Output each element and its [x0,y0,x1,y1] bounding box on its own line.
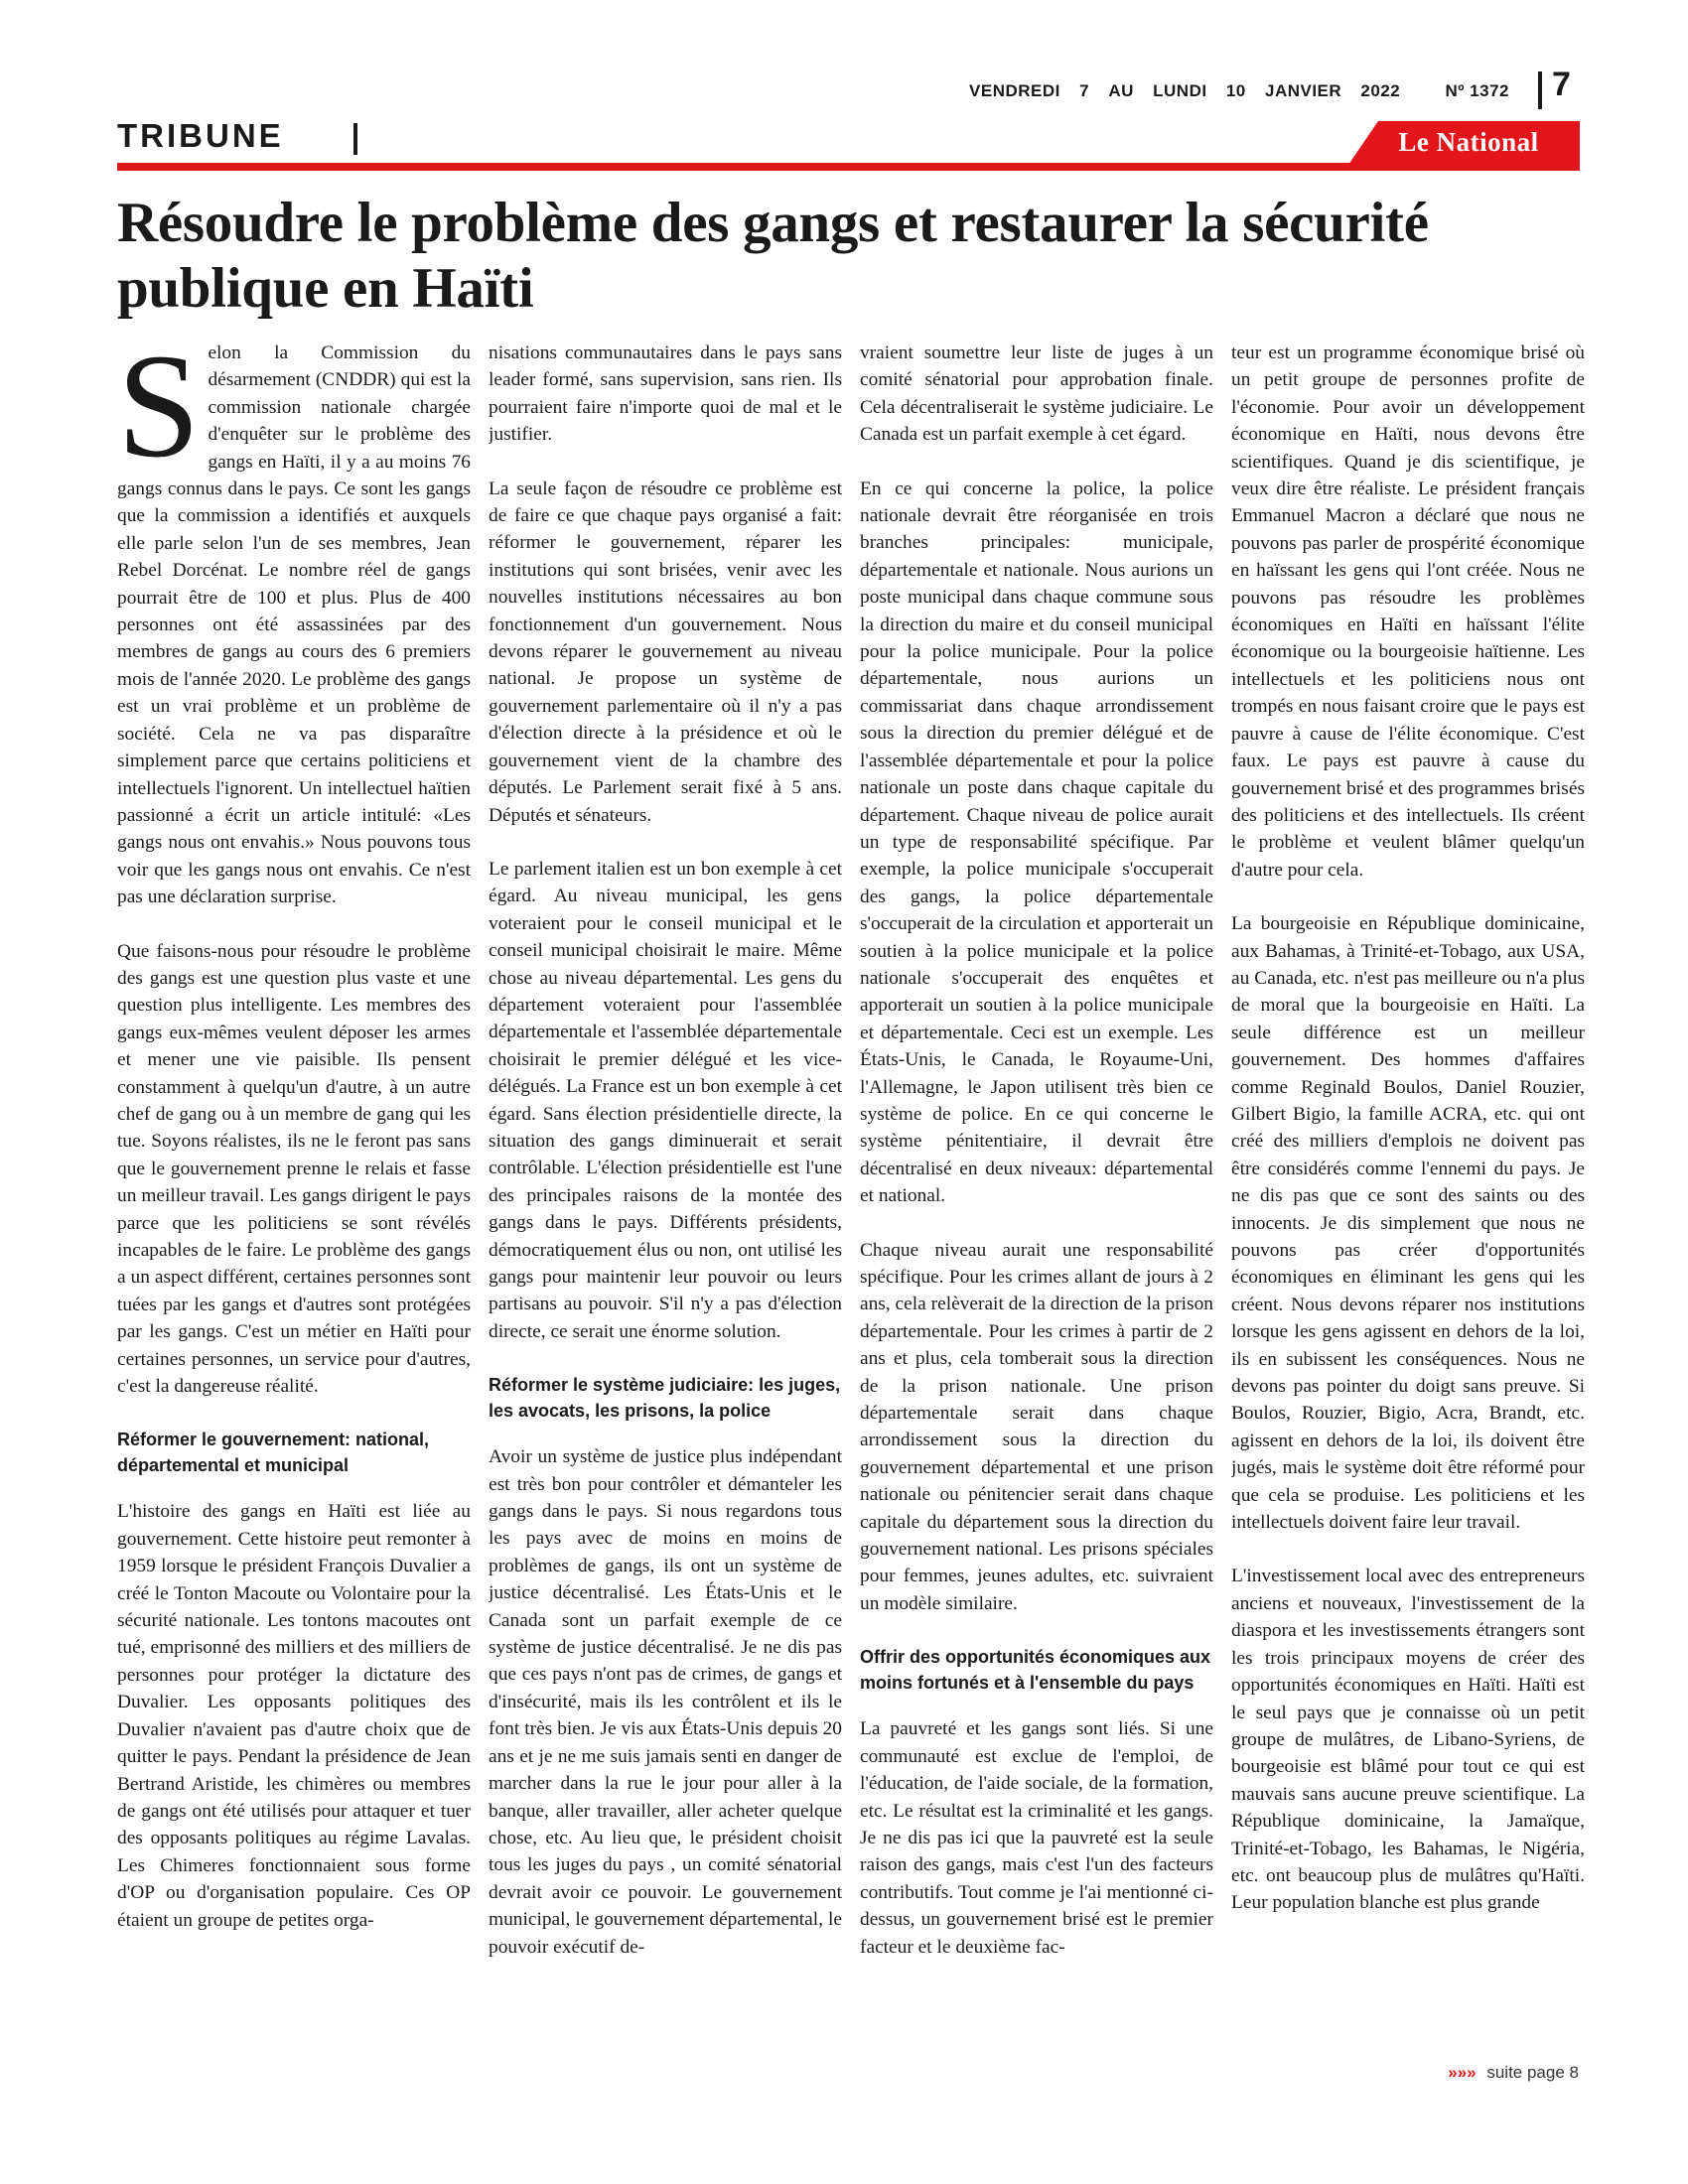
date-year: 2022 [1360,81,1401,100]
paragraph: vraient soumettre leur liste de juges à un comité sénatorial pour approbation finale. Cela décentraliserait le système judiciaire. Le Canada est un parfait exemple à cet égard. [860,342,1213,446]
column-2 [489,340,842,2022]
paragraph [117,340,471,911]
issue-number: Nº 1372 [1445,81,1509,100]
paragraph: Le parlement italien est un bon exemple à cet égard. Au niveau municipal, les gens voteraient pour le conseil municipal et le conseil municipal choisirait le maire. Même chose au niveau départemental. Les gens du département voteraient pour l'assemblée départementale et l'assemblée départementale choisirait le premier délégué et les vice-délégués. La France est un bon exemple à cet égard. Sans élection présidentielle directe, la situation des gangs diminuerait et serait contrôlable. L'élection présidentielle est l'une des principales raisons de la montée des gangs dans le pays. Différents présidents, démocratiquement élus ou non, ont utilisé les gangs pour maintenir leur pouvoir ou leurs partisans au pouvoir. S'il n'y a pas d'élection directe, ce serait une énorme solution. [489,858,842,1342]
date-au: AU [1108,81,1134,100]
paragraph: La pauvreté et les gangs sont liés. Si une communauté est exclue de l'emploi, de l'éducation, de l'aide sociale, de la formation, etc. Le résultat est la criminalité et les gangs. Je ne dis pas ici que la pauvreté est la seule raison des gangs, mais c'est l'un des facteurs contributifs. Tout comme je l'ai mentionné ci-dessus, un gouvernement brisé est le premier facteur et le deuxième fac- [860,1718,1213,1958]
date-from: 7 [1079,81,1090,100]
headline: Résoudre le problème des gangs et restaurer la sécurité publique en Haïti [117,192,1429,320]
paragraph: La seule façon de résoudre ce problème est de faire ce que chaque pays organisé a fait: réformer le gouvernement, réparer les institutions qui sont brisées, venir avec les nouvelles institutions nécessaires au bon fonctionnement d'un gouvernement. Nous devons réparer le gouvernement au niveau national. Je propose un système de gouvernement parlementaire où il n'y a pas d'élection directe à la présidence et où le gouvernement vient de la chambre des députés. Le Parlement serait fixé à 5 ans. Députés et sénateurs. [489,478,842,826]
subheading: Réformer le gouvernement: national, départemental et municipal [117,1430,430,1476]
column-1 [117,340,471,2022]
paragraph: L'investissement local avec des entrepreneurs anciens et nouveaux, l'investissement de la diaspora et les investissements étrangers sont les trois principaux moyens de créer des opportunités économiques en Haïti. Haïti est le seul pays que je connaisse où un petit groupe de mulâtres, de Libano-Syriens, de bourgeoisie est blâmé pour tout ce qui est mauvais sans aucune preuve scientifique. La République dominicaine, la Jamaïque, Trinité-et-Tobago, les Bahamas, le Nigéria, etc. ont beaucoup plus de mulâtres qu'Haïti. Leur population blanche est plus grande [1231,1566,1585,1914]
brand-name: Le National [1398,127,1539,157]
date-to: 10 [1225,81,1246,100]
page-number-divider [1538,71,1542,109]
date-day: VENDREDI [969,81,1060,100]
paragraph: Que faisons-nous pour résoudre le problème des gangs est une question plus vaste et une question plus intelligente. Les membres des gangs eux-mêmes veulent déposer les armes et mener une vie paisible. Ils pensent constamment à quelqu'un d'autre, à un autre chef de gang ou à un membre de gang qui les tue. Soyons réalistes, ils ne le feront pas sans que le gouvernement prenne le relais et fasse un meilleur travail. Les gangs dirigent le pays parce que les politiciens se sont révélés incapables de le faire. Le problème des gangs a un aspect différent, certaines personnes sont tuées par les gangs et d'autres sont protégées par les gangs. C'est un métier en Haïti pour certaines personnes, un service pour d'autres, c'est la dangereuse réalité. [117,940,471,1398]
paragraph-text: elon la Commission du désarmement (CNDDR) qui est la commission nationale chargée d'enquêter sur le problème des gangs en Haïti, il y a au moins 76 gangs connus dans le pays. Ce sont les gangs que la commission a identifiés et auxquels elle parle selon l'un de ses membres, Jean Rebel Dorcénat. Le nombre réel de gangs pourrait être de 100 et plus. Plus de 400 personnes ont été assassinées par des membres de gangs au cours des 6 premiers mois de l'année 2020. Le problème des gangs est un vrai problème et un problème de société. Cela ne va pas disparaître simplement parce que certains politiciens et intellectuels l'ignorent. Un intellectuel haïtien passionné a écrit un article intitulé: «Les gangs nous ont envahis.» Nous pouvons tous voir que les gangs nous ont envahis. Ce n'est pas une déclaration surprise. [117,342,471,908]
subheading: Réformer le système judiciaire: les juges, les avocats, les prisons, la police [489,1375,841,1422]
date-day2: LUNDI [1153,81,1207,100]
subheading: Offrir des opportunités économiques aux moins fortunés et à l'ensemble du pays [860,1647,1211,1694]
paragraph: teur est un programme économique brisé où un petit groupe de personnes profite de l'économie. Pour avoir un développement économique en Haïti, nous devons être scientifiques. Quand je dis scientifique, je veux dire être réaliste. Le président français Emmanuel Macron a déclaré que nous ne pouvons pas parler de prospérité économique en haïssant les gens qui l'ont créée. Nous ne pouvons pas résoudre les problèmes économiques en Haïti en haïssant l'élite économique ou la bourgeoisie haïtienne. Les intellectuels et les politiciens nous ont trompés en nous faisant croire que le pays est pauvre à cause de l'élite économique. C'est faux. Le pays est pauvre à cause du gouvernement brisé et des programmes brisés des politiciens et des intellectuels. Ils créent le problème et veulent blâmer quelqu'un d'autre pour cela. [1231,342,1585,881]
drop-cap: S [117,340,201,488]
continued-link[interactable] [1370,2063,1579,2083]
section-divider [353,123,357,155]
paragraph: Chaque niveau aurait une responsabilité spécifique. Pour les crimes allant de jours à 2 ans, cela relèverait de la direction de la prison départementale. Pour les crimes à partir de 2 ans et plus, cela tomberait sous la direction de la prison nationale. Une prison départementale serait dans chaque arrondissement sous la direction du gouvernement départemental et une prison nationale ou pénitencier serait dans chaque capitale du département sous la direction du gouvernement national. Les prisons spéciales pour femmes, jeunes adultes, etc. suivraient un modèle similaire. [860,1239,1213,1614]
date-month: JANVIER [1264,81,1342,100]
column-4 [1231,340,1585,2022]
paragraph: Avoir un système de justice plus indépendant est très bon pour contrôler et démanteler les gangs dans le pays. Si nous regardons tous les pays avec de moins en moins de problèmes de gangs, ils ont un système de justice décentralisé. Les États-Unis et le Canada sont un parfait exemple de ce système de justice décentralisé. Je ne dis pas que ces pays n'ont pas de crimes, de gangs et d'insécurité, mais ils les contrôlent et ils le font très bien. Je vis aux États-Unis depuis 20 ans et je ne me suis jamais senti en danger de marcher dans la rue le jour pour aller à la banque, aller travailler, aller acheter quelque chose, etc. Au lieu que, le président choisit tous les juges du pays , un comité sénatorial devrait avoir ce pouvoir. Le gouvernement municipal, le gouvernement départemental, le pouvoir exécutif de- [489,1446,842,1958]
continued-label: suite page [1486,2063,1565,2082]
paragraph: En ce qui concerne la police, la police nationale devrait être réorganisée en trois branches principales: municipale, départementale et nationale. Nous aurions un poste municipal dans chaque commune sous la direction du maire et du conseil municipal pour la police municipale. Pour la police départementale, nous aurions un commissariat dans chaque arrondissement sous la direction du premier délégué et de l'assemblée départementale et pour la police nationale un poste dans chaque capitale du département. Chaque niveau de police aurait un type de responsabilité spécifique. Par exemple, la police municipale s'occuperait des gangs, la police départementale s'occuperait de la circulation et apporterait un soutien à la police municipale et la police nationale s'occuperait des enquêtes et apporterait un soutien à la police municipale et départementale. Ceci est un exemple. Les États-Unis, le Canada, le Royaume-Uni, l'Allemagne, le Japon utilisent très bien ce système de police. En ce qui concerne le système pénitentiaire, il devrait être décentralisé en deux niveaux: départemental et national. [860,478,1213,1207]
paragraph: nisations communautaires dans le pays sans leader formé, sans supervision, sans rien. Ils pourraient faire n'importe quoi de mal et le justifier. [489,342,842,446]
section-label: TRIBUNE [117,117,284,154]
page-number: 7 [1552,66,1571,103]
continued-page: 8 [1569,2063,1579,2082]
dateline [943,81,1509,101]
paragraph: La bourgeoisie en République dominicaine, aux Bahamas, à Trinité-et-Tobago, aux USA, au Canada, etc. n'est pas meilleure ou n'a plus de moral que la bourgeoisie en Haïti. La seule différence est un meilleur gouvernement. Des hommes d'affaires comme Reginald Boulos, Daniel Rouzier, Gilbert Bigio, la famille ACRA, etc. qui ont créé des milliers d'emplois ne doivent pas être considérés comme l'ennemi du pays. Je ne dis pas que ce sont des saints ou des innocents. Je dis simplement que nous ne pouvons pas créer d'opportunités économiques en éliminant les gens qui les créent. Nous devons réparer nos institutions lorsque les gens agissent en dehors de la loi, ils en subissent les conséquences. Nous ne devons pas pointer du doigt sans preuve. Si Boulos, Rouzier, Bigio, Acra, Brandt, etc. agissent en dehors de la loi, ils doivent être jugés, mais le système doit être réformé pour que cela se produise. Les politiciens et les intellectuels doivent faire leur travail. [1231,913,1585,1534]
header-rule [117,163,1580,171]
paragraph: L'histoire des gangs en Haïti est liée au gouvernement. Cette histoire peut remonter à 1959 lorsque le président François Duvalier a créé le Tonton Macoute ou Volontaire pour la sécurité nationale. Les tontons macoutes ont tué, emprisonné des milliers et des milliers de personnes pour protéger la dictature des Duvalier. Les opposants politiques des Duvalier n'avaient pas d'autre choix que de quitter le pays. Pendant la présidence de Jean Bertrand Aristide, les chimères ou membres de gangs ont été utilisés pour attaquer et tuer des opposants politiques au régime Lavalas. Les Chimeres fonctionnaient sous forme d'OP ou d'organisation populaire. Ces OP étaient un groupe de petites orga- [117,1501,471,1931]
continued-arrows-icon: »»» [1448,2063,1477,2082]
column-3 [860,340,1213,2022]
